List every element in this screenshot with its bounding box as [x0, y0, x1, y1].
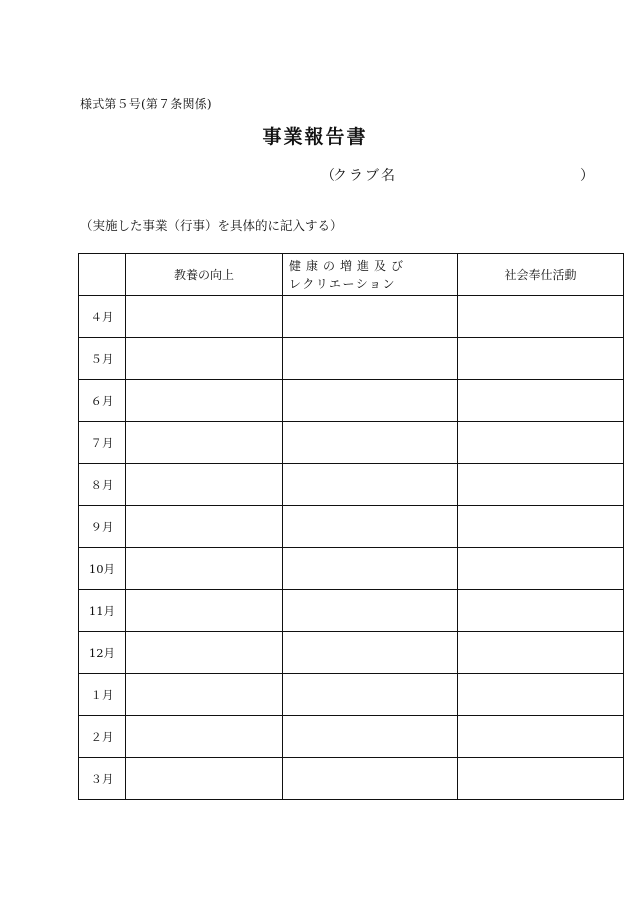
social-service-cell[interactable] [458, 380, 624, 422]
social-service-cell[interactable] [458, 548, 624, 590]
social-service-cell[interactable] [458, 758, 624, 800]
table-row [79, 674, 624, 716]
social-service-cell[interactable] [458, 506, 624, 548]
health-cell[interactable] [283, 590, 458, 632]
culture-cell[interactable] [126, 380, 283, 422]
culture-cell[interactable] [126, 506, 283, 548]
health-cell[interactable] [283, 506, 458, 548]
culture-cell[interactable] [126, 758, 283, 800]
header-health [283, 254, 458, 296]
health-cell[interactable] [283, 380, 458, 422]
club-name-open-paren: （ [321, 168, 335, 184]
table-row [79, 506, 624, 548]
health-cell[interactable] [283, 464, 458, 506]
instruction-text: （実施した事業（行事）を具体的に記入する） [80, 218, 343, 233]
header-month [79, 254, 126, 296]
culture-cell[interactable] [126, 716, 283, 758]
culture-cell[interactable] [126, 632, 283, 674]
month-label: 11月 [79, 590, 126, 632]
culture-cell[interactable] [126, 590, 283, 632]
table-row [79, 548, 624, 590]
report-table [78, 253, 624, 800]
month-label: 10月 [79, 548, 126, 590]
culture-cell[interactable] [126, 464, 283, 506]
health-cell[interactable] [283, 632, 458, 674]
health-cell[interactable] [283, 758, 458, 800]
month-label: １月 [79, 674, 126, 716]
month-label: ７月 [79, 422, 126, 464]
club-name-close-paren: ） [580, 168, 594, 184]
health-cell[interactable] [283, 548, 458, 590]
health-cell[interactable] [283, 716, 458, 758]
social-service-cell[interactable] [458, 674, 624, 716]
table-row [79, 758, 624, 800]
document-title: 事業報告書 [262, 126, 368, 148]
month-label: ５月 [79, 338, 126, 380]
table-row [79, 422, 624, 464]
culture-cell[interactable] [126, 674, 283, 716]
social-service-cell[interactable] [458, 338, 624, 380]
table-row [79, 716, 624, 758]
table-row [79, 590, 624, 632]
culture-cell[interactable] [126, 422, 283, 464]
culture-cell[interactable] [126, 548, 283, 590]
header-row [79, 254, 624, 296]
club-name-label: クラブ名 [333, 168, 397, 184]
month-label: ３月 [79, 758, 126, 800]
month-label: ８月 [79, 464, 126, 506]
health-cell[interactable] [283, 296, 458, 338]
header-social-service: 社会奉仕活動 [458, 254, 624, 296]
table-row [79, 338, 624, 380]
health-cell[interactable] [283, 674, 458, 716]
social-service-cell[interactable] [458, 590, 624, 632]
form-number: 様式第５号(第７条関係) [80, 97, 212, 111]
month-label: ４月 [79, 296, 126, 338]
social-service-cell[interactable] [458, 716, 624, 758]
month-label: ６月 [79, 380, 126, 422]
table-row [79, 380, 624, 422]
social-service-cell[interactable] [458, 422, 624, 464]
month-label: 12月 [79, 632, 126, 674]
culture-cell[interactable] [126, 338, 283, 380]
table-row [79, 632, 624, 674]
health-cell[interactable] [283, 338, 458, 380]
header-health-line2: レクリエーション [289, 276, 397, 291]
table-row [79, 464, 624, 506]
table-body [79, 296, 624, 800]
social-service-cell[interactable] [458, 296, 624, 338]
header-culture: 教養の向上 [126, 254, 283, 296]
month-label: ９月 [79, 506, 126, 548]
social-service-cell[interactable] [458, 464, 624, 506]
health-cell[interactable] [283, 422, 458, 464]
table-row [79, 296, 624, 338]
social-service-cell[interactable] [458, 632, 624, 674]
month-label: ２月 [79, 716, 126, 758]
header-health-line1: 健康の増進及び [289, 258, 409, 273]
culture-cell[interactable] [126, 296, 283, 338]
